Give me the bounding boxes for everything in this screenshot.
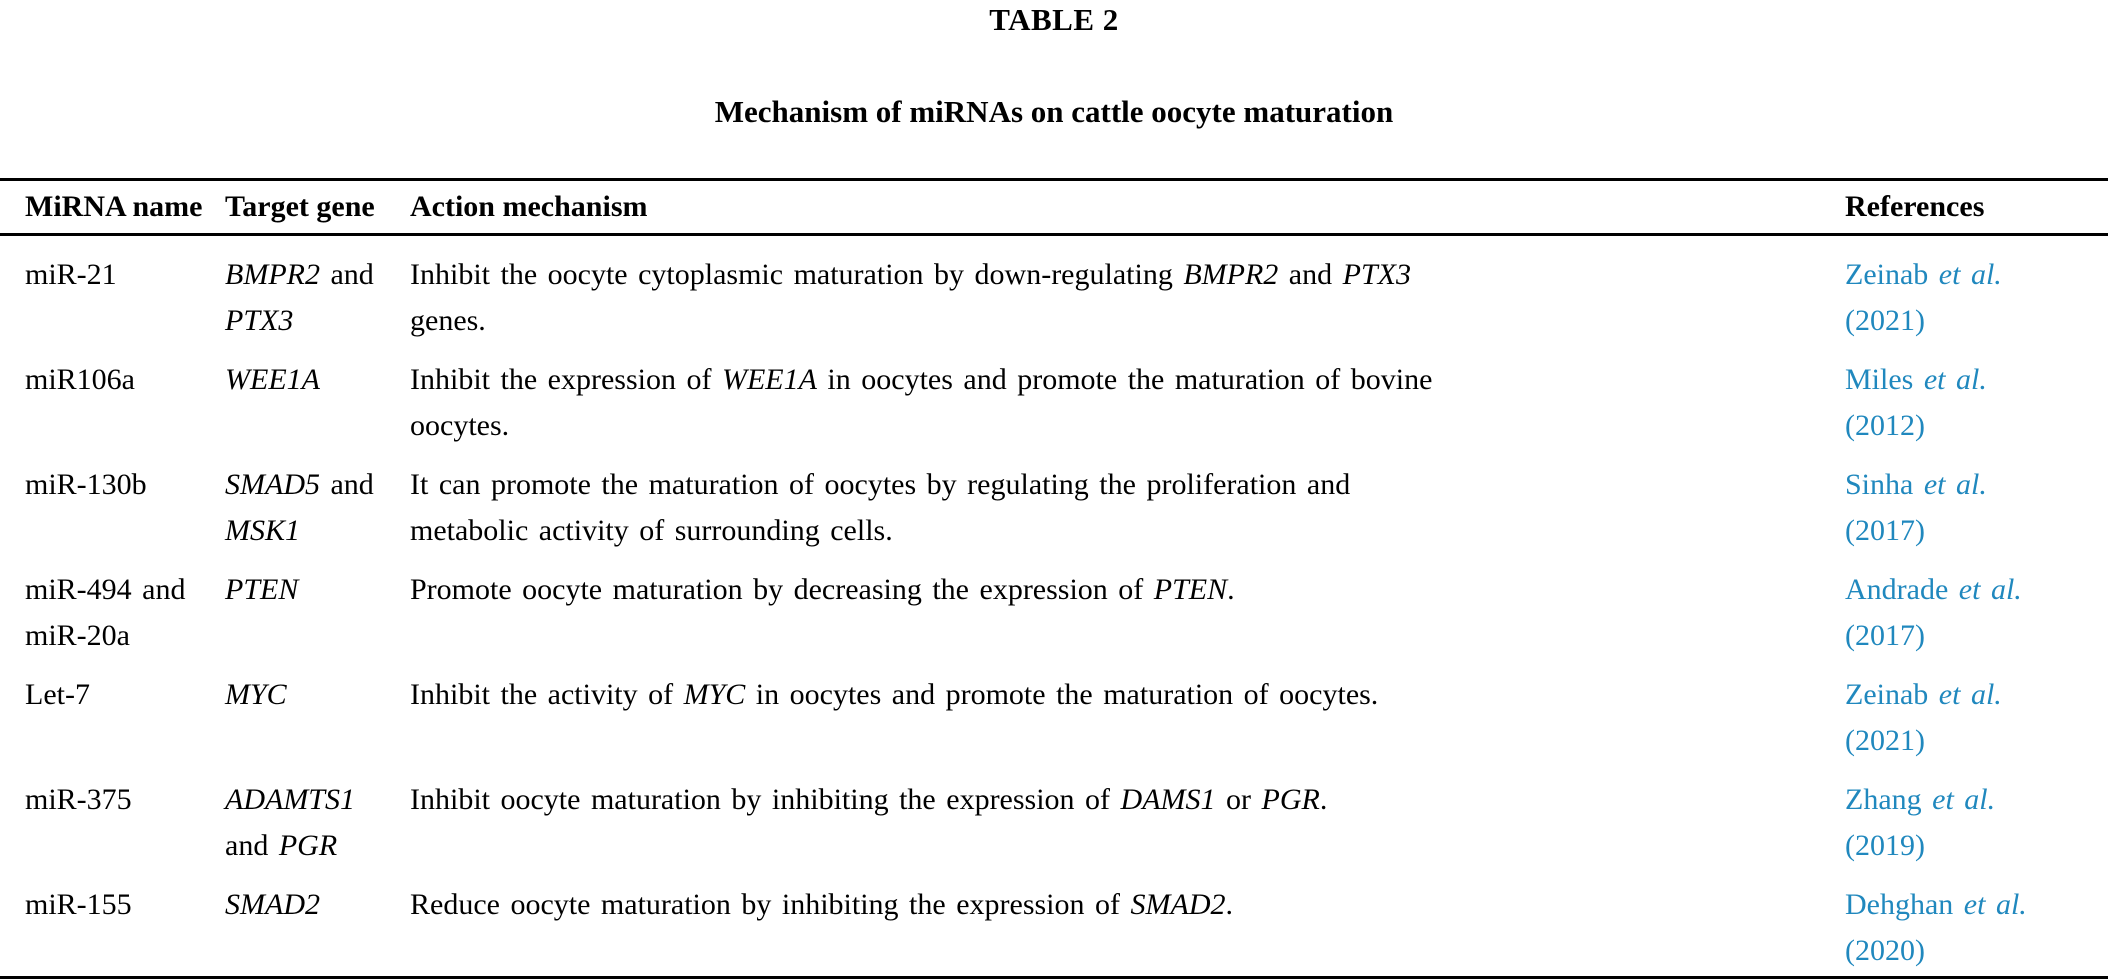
italic-text: ADAMTS1 [225,783,355,816]
action-mechanism-cell: Inhibit the expression of WEE1A in oocytes and promote the maturation of bovine oocytes. [410,363,1433,442]
italic-text: WEE1A [721,363,817,396]
italic-text: PTX3 [225,304,294,337]
mirna-name-cell: miR-494 and miR-20a [25,573,186,652]
italic-text: et al. [1938,678,2002,711]
target-gene-cell [225,567,410,672]
italic-text: PGR [1261,783,1320,816]
table-row [0,462,2108,567]
mirna-mechanism-table [0,178,2108,979]
column-header-mirna-name: MiRNA name [0,180,225,235]
action-mechanism-cell: It can promote the maturation of oocytes by regulating the proliferation and metabolic activity of surrounding cells. [410,468,1351,547]
column-header-target-gene: Target gene [225,180,410,235]
reference-cell [1845,567,2108,672]
reference-cell [1845,672,2108,777]
mirna-name-cell: miR-21 [25,258,117,291]
table-label: TABLE 2 [989,2,1119,37]
table-row [0,235,2108,358]
target-gene-cell: BMPR2 and PTX3 [225,258,374,337]
reference-cell [1845,357,2108,462]
table-row [0,672,2108,777]
reference-link[interactable]: Zeinab et al. (2021) [1845,678,2002,757]
italic-text: MYC [683,678,746,711]
italic-text: et al. [1932,783,1996,816]
action-mechanism-cell: Inhibit the activity of MYC in oocytes and promote the maturation of oocytes. [410,678,1379,711]
reference-link[interactable]: Dehghan et al. (2020) [1845,888,2027,967]
italic-text: SMAD5 [225,468,320,501]
table-row [0,567,2108,672]
reference-cell [1845,235,2108,358]
italic-text: PTEN [1153,573,1228,606]
reference-link[interactable]: Miles et al. (2012) [1845,363,1987,442]
italic-text: PTEN [225,573,299,606]
table-caption: Mechanism of miRNAs on cattle oocyte maturation [714,94,1394,129]
italic-text: SMAD2 [1130,888,1226,921]
column-header-action-mechanism: Action mechanism [410,180,1845,235]
mirna-name-cell: miR-130b [25,468,147,501]
reference-link[interactable]: Zhang et al. (2019) [1845,783,1996,862]
reference-cell [1845,777,2108,882]
italic-text: et al. [1938,258,2002,291]
action-mechanism-cell: Reduce oocyte maturation by inhibiting the expression of SMAD2. [410,888,1233,921]
target-gene-cell [225,882,410,978]
mirna-name-cell: miR106a [25,363,135,396]
italic-text: WEE1A [225,363,320,396]
header-row [0,180,2108,235]
italic-text: PTX3 [1342,258,1411,291]
italic-text: DAMS1 [1120,783,1216,816]
table-row [0,882,2108,978]
italic-text: BMPR2 [225,258,320,291]
reference-link[interactable]: Sinha et al. (2017) [1845,468,1987,547]
column-header-references: References [1845,180,2108,235]
mirna-name-cell: miR-375 [25,783,132,816]
target-gene-cell: SMAD5 and MSK1 [225,468,374,547]
action-mechanism-cell: Inhibit oocyte maturation by inhibiting the expression of DAMS1 or PGR. [410,783,1328,816]
italic-text: et al. [1963,888,2027,921]
italic-text: BMPR2 [1183,258,1279,291]
italic-text: PGR [278,829,338,862]
reference-cell [1845,882,2108,978]
reference-link[interactable]: Andrade et al. (2017) [1845,573,2022,652]
reference-cell [1845,462,2108,567]
mirna-name-cell: Let-7 [25,678,90,711]
table-row [0,357,2108,462]
action-mechanism-cell: Promote oocyte maturation by decreasing the expression of PTEN. [410,573,1235,606]
target-gene-cell [225,672,410,777]
target-gene-cell [225,357,410,462]
table-row [0,777,2108,882]
italic-text: et al. [1958,573,2022,606]
italic-text: SMAD2 [225,888,320,921]
italic-text: et al. [1923,468,1987,501]
action-mechanism-cell: Inhibit the oocyte cytoplasmic maturation by down-regulating BMPR2 and PTX3 genes. [410,258,1411,337]
italic-text: et al. [1923,363,1987,396]
target-gene-cell: ADAMTS1 and PGR [225,783,355,862]
italic-text: MSK1 [225,514,300,547]
table-body [0,235,2108,978]
mirna-name-cell: miR-155 [25,888,132,921]
reference-link[interactable]: Zeinab et al. (2021) [1845,258,2002,337]
table-header [0,180,2108,235]
italic-text: MYC [225,678,287,711]
